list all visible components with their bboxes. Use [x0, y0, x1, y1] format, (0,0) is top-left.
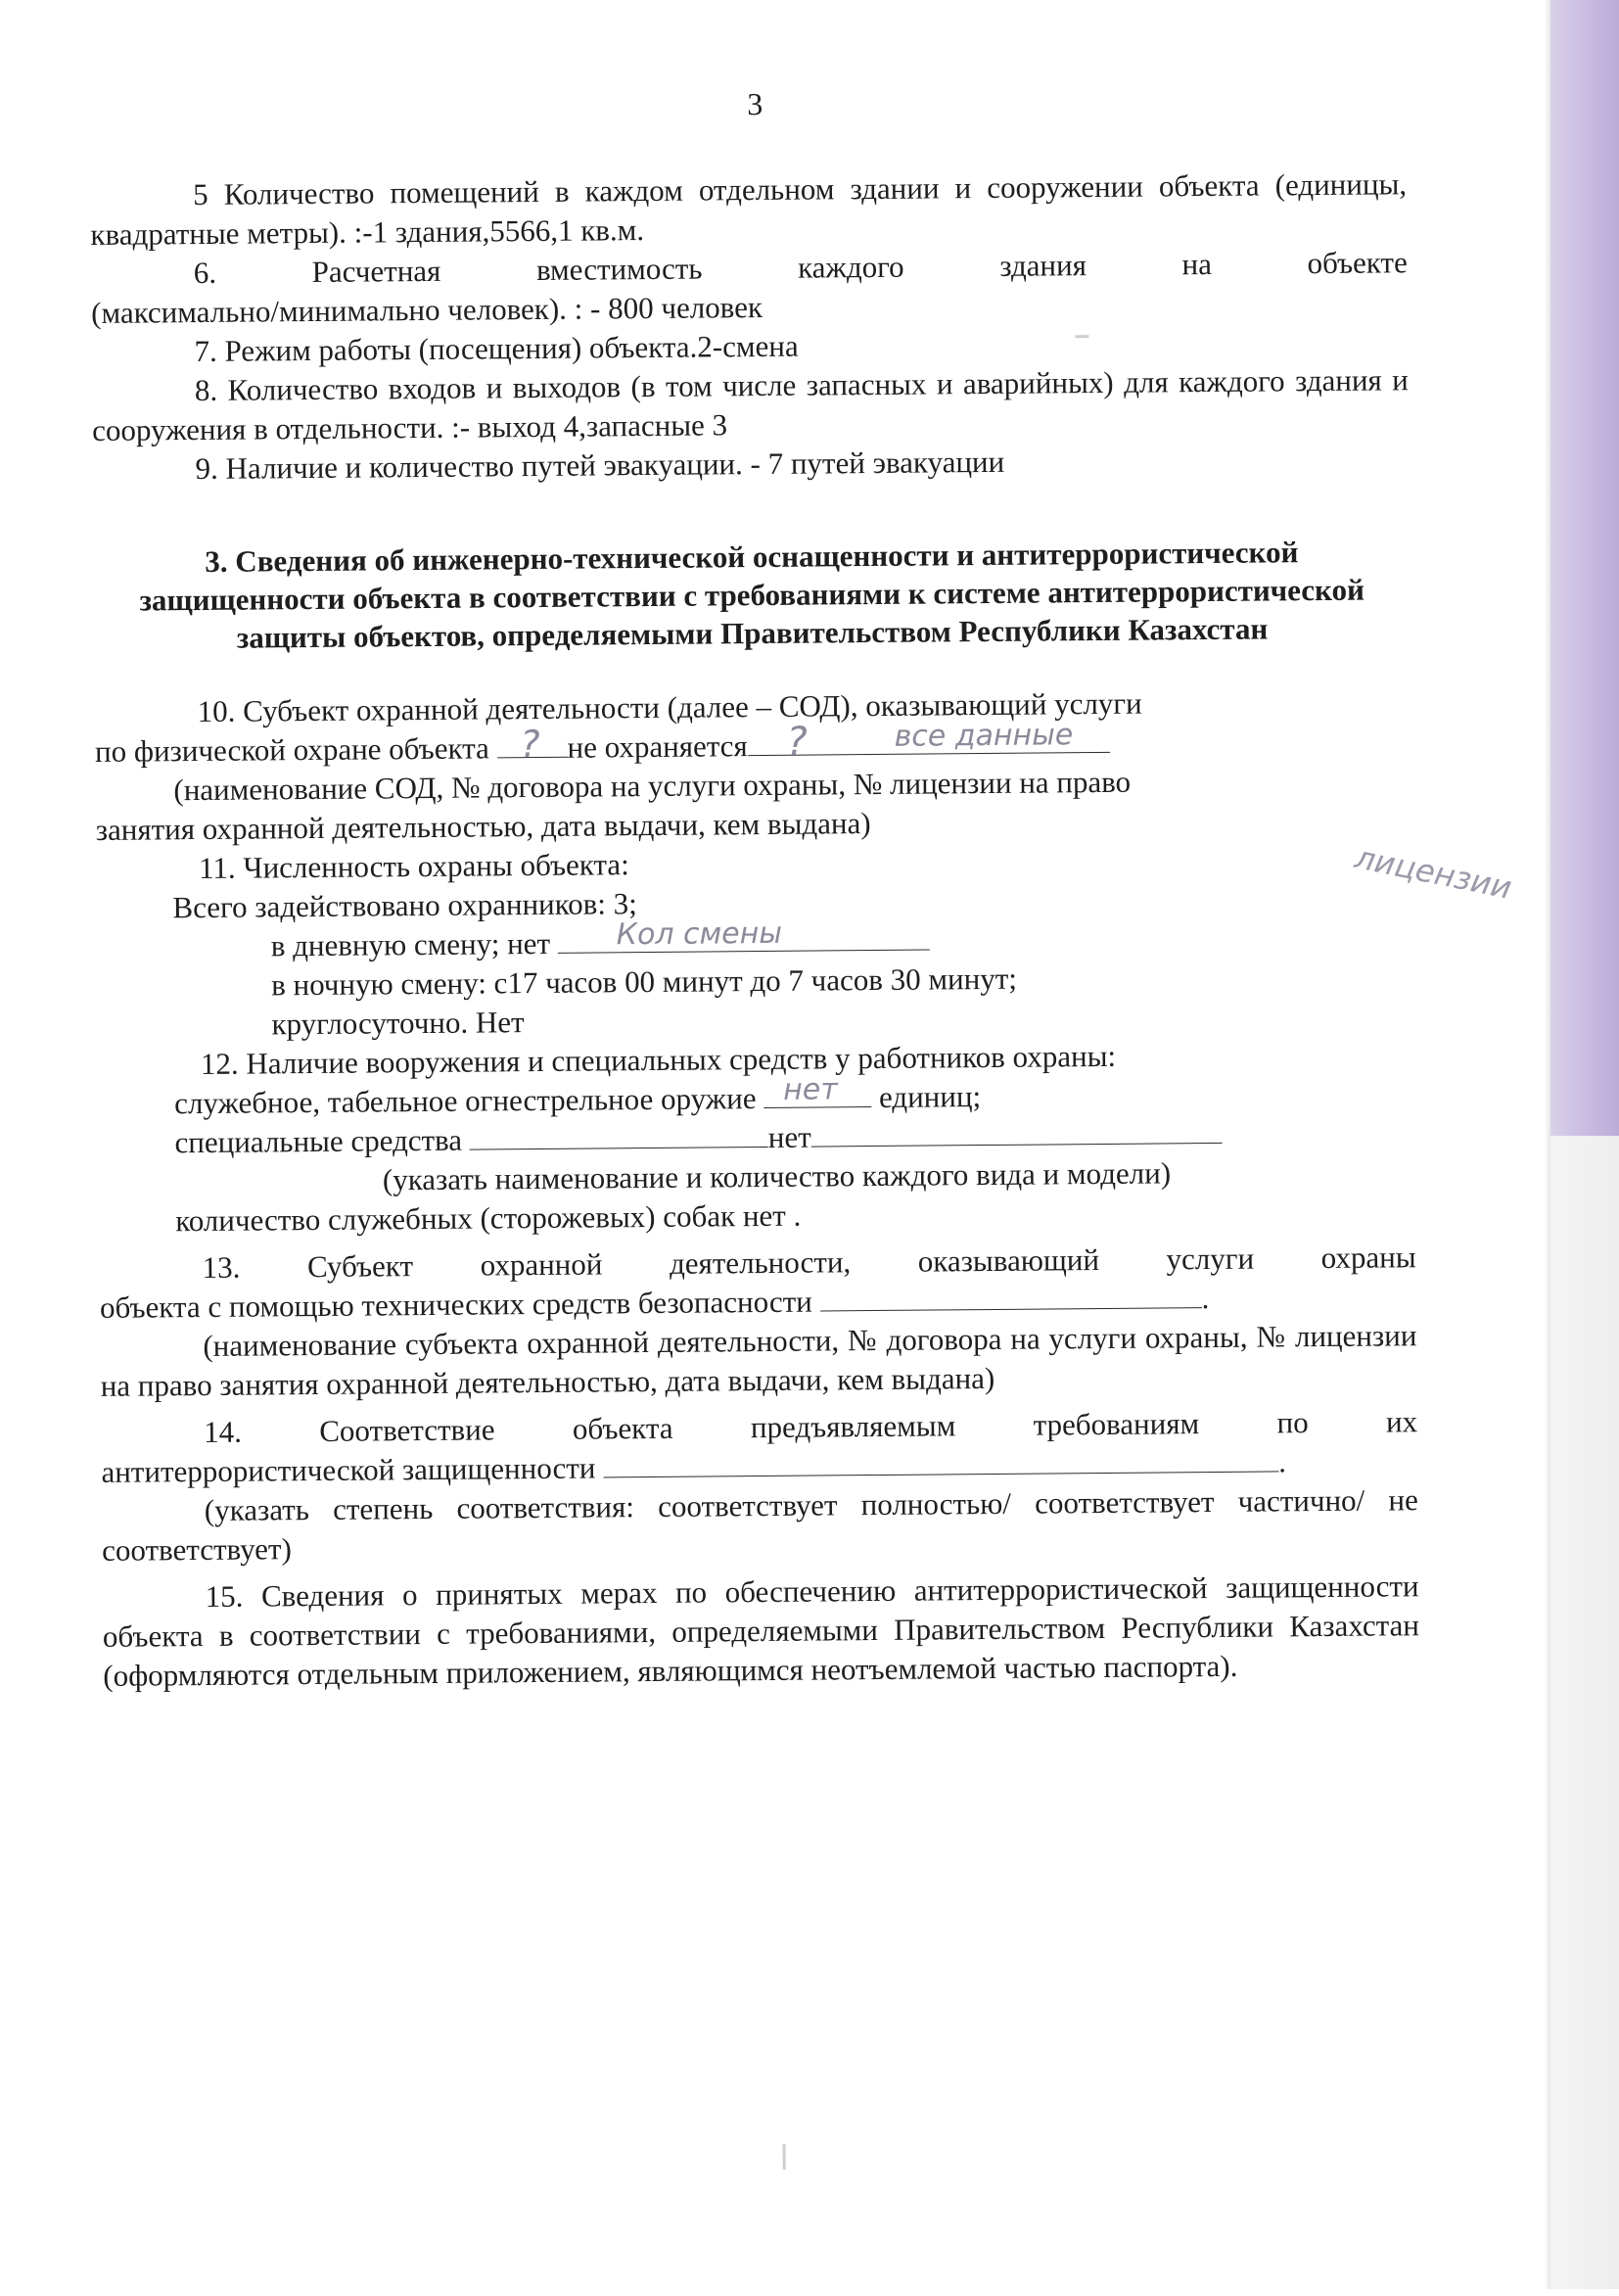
- item-14-note: (указать степень соответствия: соответствует полностью/ соответствует частично/ не соответствует): [102, 1482, 1418, 1568]
- item-5: 5 Количество помещений в каждом отдельном здании и сооружении объекта (единицы, квадратные метры). :-1 здания,5566,1 кв.м.: [90, 166, 1408, 252]
- item-14-text: антитеррористической защищенности: [101, 1450, 604, 1489]
- item-13-end: .: [1201, 1281, 1210, 1316]
- item-13-text: объекта с помощью технических средств безопасности: [99, 1284, 820, 1325]
- item-12-title: 12. Наличие вооружения и специальных средств у работников охраны:: [200, 1038, 1117, 1082]
- item-7: 7. Режим работы (посещения) объекта.2-смена: [194, 328, 799, 369]
- blank-field-weapons: [763, 1072, 871, 1108]
- document-body: [90, 164, 1419, 1696]
- item-10-note-line1: (наименование СОД, № договора на услуги охраны, № лицензии на право: [173, 764, 1132, 808]
- blank-field-tech-security: [819, 1280, 1201, 1311]
- item-10-text-b: не охраняется: [567, 728, 748, 765]
- handwritten-margin-note: лицензии: [1352, 838, 1515, 907]
- blank-field-sod: [496, 722, 567, 767]
- item-11-night-shift: в ночную смену: с17 часов 00 минут до 7 часов 30 минут;: [271, 961, 1018, 1003]
- item-9: 9. Наличие и количество путей эвакуации. - 7 путей эвакуации: [195, 444, 1005, 487]
- page-number: 3: [747, 85, 763, 122]
- weapons-units: единиц;: [871, 1079, 982, 1115]
- special-means-label: специальные средства: [174, 1122, 470, 1160]
- handwritten-question-mark: ?: [786, 719, 809, 765]
- item-6-line1: 6. Расчетная вместимость каждого здания на объекте: [193, 245, 1408, 291]
- blank-field-special-means: [470, 1119, 768, 1150]
- blank-field-special-means-2: [811, 1115, 1223, 1148]
- item-10-note-line2: занятия охранной деятельностью, дата выдачи, кем выдана): [95, 806, 871, 847]
- item-12-note: (указать наименование и количество каждого вида и модели): [382, 1155, 1172, 1197]
- item-11-total: Всего задействовано охранников: 3;: [172, 886, 637, 925]
- handwritten-note: Кол смены: [616, 915, 783, 953]
- scan-mark: [783, 2144, 786, 2170]
- section-heading: 3. Сведения об инженерно-технической оснащенности и антитеррористической защищенности объекта в соответствии с требованиями к системе антитеррористической защиты объектов, определяемыми Правительством Республики Казахстан: [139, 535, 1365, 655]
- item-10-line1: 10. Субъект охранной деятельности (далее – СОД), оказывающий услуги: [197, 685, 1142, 729]
- item-13-line1: 13. Субъект охранной деятельности, оказывающий услуги охраны: [202, 1240, 1416, 1286]
- day-shift-label: в дневную смену; нет: [270, 925, 558, 963]
- item-11-title: 11. Численность охраны объекта:: [198, 847, 629, 886]
- handwritten-note: нет: [783, 1072, 838, 1107]
- item-13-note: (наименование субъекта охранной деятельности, № договора на услуги охраны, № лицензии на право занятия охранной деятельностью, дата выдачи, кем выдана): [100, 1318, 1417, 1403]
- blank-field-compliance: [603, 1443, 1278, 1477]
- item-10-text-a: по физической охране объекта: [94, 730, 497, 769]
- item-14-line1: 14. Соответствие объекта предъявляемым требованиям по их: [203, 1404, 1418, 1450]
- item-12-dogs: количество служебных (сторожевых) собак нет .: [175, 1197, 802, 1239]
- item-11-around-clock: круглосуточно. Нет: [271, 1005, 525, 1042]
- item-14-end: .: [1277, 1444, 1287, 1479]
- handwritten-note: все данные: [894, 718, 1074, 754]
- blank-field-sod-details: [748, 718, 1110, 765]
- weapons-label: служебное, табельное огнестрельное оружие: [174, 1080, 764, 1121]
- scan-mark: [1075, 335, 1088, 338]
- item-6-line2: (максимально/минимально человек). : - 800 человек: [91, 289, 763, 330]
- item-15: 15. Сведения о принятых мерах по обеспечению антитеррористической защищенности объекта в соответствии с требованиями, определяемыми Правительством Республики Казахстан (оформляются отдельным приложением, являющимся неотъемлемой частью паспорта).: [102, 1569, 1420, 1693]
- handwritten-question-mark: ?: [520, 722, 540, 767]
- blank-field-day-shift: [558, 915, 930, 954]
- item-8: 8. Количество входов и выходов (в том числе запасных и аварийных) для каждого здания и сооружения в отдельности. :- выход 4,запасные 3: [92, 362, 1409, 447]
- special-means-value: нет: [767, 1119, 811, 1154]
